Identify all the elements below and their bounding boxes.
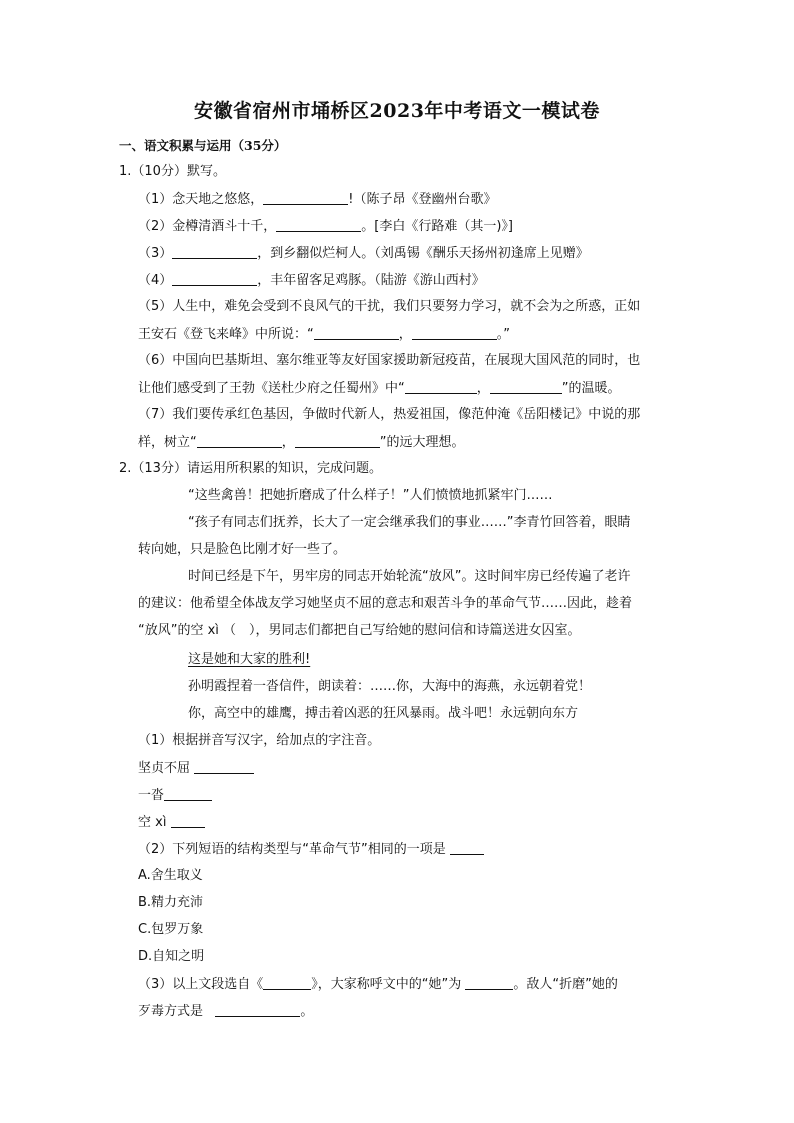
option-a[interactable]: A.舍生取义 xyxy=(138,868,203,883)
option-c[interactable]: C.包罗万象 xyxy=(138,922,204,937)
answer-blank[interactable] xyxy=(263,975,311,990)
page-title: 安徽省宿州市埇桥区2023年中考语文一模试卷 xyxy=(194,100,600,122)
passage-para-4: 这是她和大家的胜利! xyxy=(188,652,311,667)
sub-question-3-line1: （3）以上文段选自《 》，大家称呼文中的“她”为 。敌人“折磨”她的 xyxy=(138,977,618,992)
answer-blank[interactable] xyxy=(450,840,484,855)
sub1-answer-b: 一沓 xyxy=(138,786,212,805)
q1-item-3: （3） ，到乡翻似烂柯人。（刘禹锡《酬乐天扬州初逢席上见赠》 xyxy=(138,246,589,261)
option-d[interactable]: D.自知之明 xyxy=(138,949,205,964)
question-1-heading: 1.（10分）默写。 xyxy=(119,164,226,179)
q1-item-7-line1: （7）我们要传承红色基因，争做时代新人，热爱祖国，像范仲淹《岳阳楼记》中说的那 xyxy=(138,407,641,422)
passage-para-6: 你，高空中的雄鹰，搏击着凶恶的狂风暴雨。战斗吧！永远朝向东方 xyxy=(188,706,579,721)
answer-blank[interactable] xyxy=(263,190,348,205)
sub1-answer-c: 空 xì xyxy=(138,813,205,832)
q1-item-1: （1）念天地之悠悠， !（陈子昂《登幽州台歌》 xyxy=(138,192,497,207)
answer-blank[interactable] xyxy=(172,271,257,286)
q1-item-5-line1: （5）人生中，难免会受到不良风气的干扰，我们只要努力学习，就不会为之所惑，正如 xyxy=(138,299,641,314)
answer-blank[interactable] xyxy=(465,975,513,990)
passage-para-3-line3: “放风”的空 xì （ ），男同志们都把自己写给她的慰问信和诗篇送进女囚室。 xyxy=(138,623,581,638)
answer-blank[interactable] xyxy=(197,433,282,448)
q1-item-6-line1: （6）中国向巴基斯坦、塞尔维亚等友好国家援助新冠疫苗，在展现大国风范的同时，也 xyxy=(138,353,641,368)
section-heading: 一、语文积累与运用（35分） xyxy=(119,138,287,153)
option-b[interactable]: B.精力充沛 xyxy=(138,895,204,910)
q1-item-5-line2: 王安石《登飞来峰》中所说：“ ， 。” xyxy=(138,327,511,342)
answer-blank[interactable] xyxy=(412,325,497,340)
answer-blank[interactable] xyxy=(295,433,380,448)
answer-blank[interactable] xyxy=(172,244,257,259)
passage-para-3-line2: 的建议：他希望全体战友学习她坚贞不屈的意志和艰苦斗争的革命气节……因此，趁着 xyxy=(138,596,633,611)
answer-blank[interactable] xyxy=(215,1002,300,1017)
sub1-answer-a: 坚贞不屈 xyxy=(138,759,254,778)
answer-blank[interactable] xyxy=(314,325,399,340)
passage-para-2-line2: 转向她，只是脸色比刚才好一些了。 xyxy=(138,542,347,557)
question-2-heading: 2.（13分）请运用所积累的知识，完成问题。 xyxy=(119,461,382,476)
q1-item-6-line2: 让他们感受到了王勃《送杜少府之任蜀州》中“ ， ”的温暖。 xyxy=(138,381,621,396)
sub-question-3-line2: 歹毒方式是 。 xyxy=(138,1004,314,1019)
answer-blank[interactable] xyxy=(164,786,212,801)
q1-item-2: （2）金樽清酒斗十千， 。[李白《行路难（其一)》] xyxy=(138,219,513,234)
answer-blank[interactable] xyxy=(490,379,562,394)
sub-question-2: （2）下列短语的结构类型与“革命气节”相同的一项是 xyxy=(138,840,484,859)
passage-para-1: “这些禽兽！把她折磨成了什么样子！”人们愤愤地抓紧牢门…… xyxy=(188,488,553,503)
passage-para-3-line1: 时间已经是下午，男牢房的同志开始轮流“放风”。这时间牢房已经传遍了老许 xyxy=(188,569,631,584)
passage-para-5: 孙明霞捏着一沓信件，朗读着：……你，大海中的海燕，永远朝着党！ xyxy=(188,679,592,694)
answer-blank[interactable] xyxy=(194,759,254,774)
answer-blank[interactable] xyxy=(405,379,477,394)
sub-question-1: （1）根据拼音写汉字，给加点的字注音。 xyxy=(138,733,381,748)
answer-blank[interactable] xyxy=(276,217,361,232)
answer-blank[interactable] xyxy=(171,813,205,828)
q1-item-7-line2: 样，树立“ ， ”的远大理想。 xyxy=(138,435,465,450)
q1-item-4: （4） ，丰年留客足鸡豚。（陆游《游山西村》 xyxy=(138,273,485,288)
passage-para-2-line1: “孩子有同志们抚养，长大了一定会继承我们的事业……”李青竹回答着，眼睛 xyxy=(188,515,631,530)
